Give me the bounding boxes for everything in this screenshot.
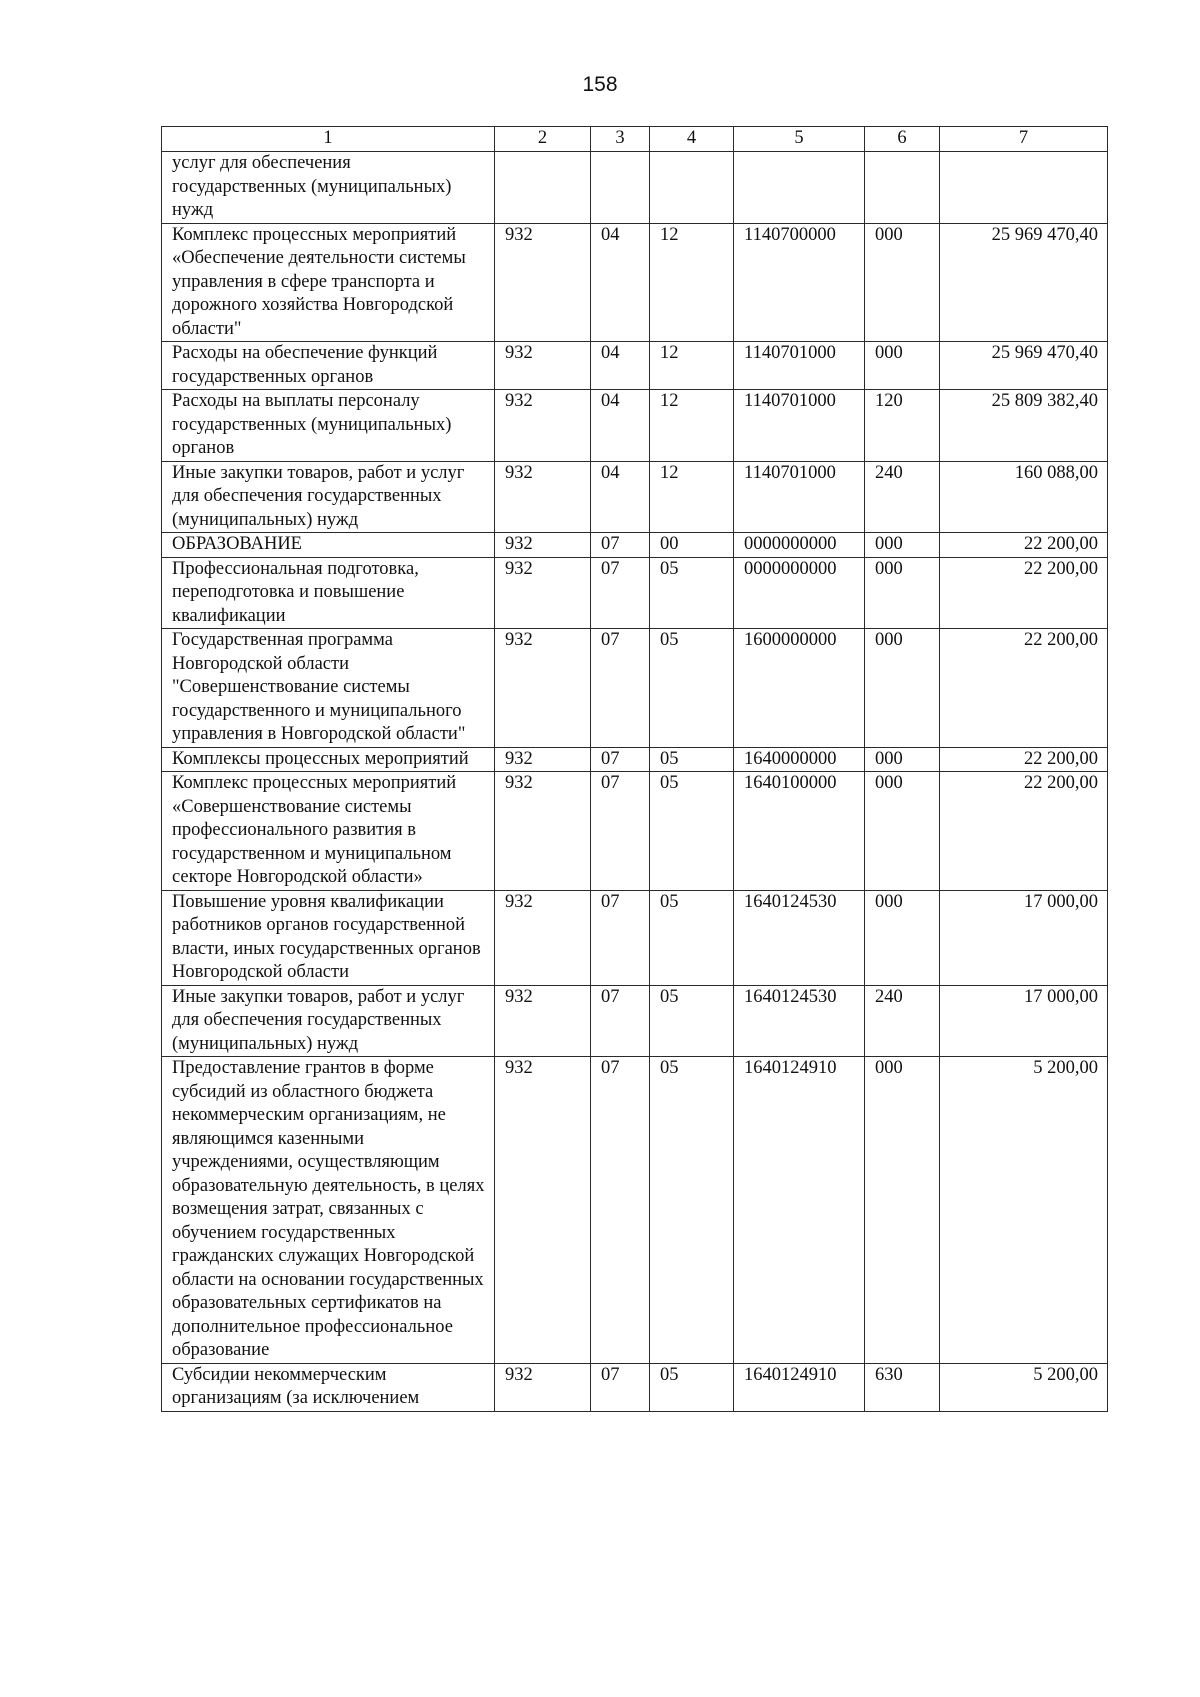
- cell-rz: 07: [591, 747, 650, 772]
- cell-name: Иные закупки товаров, работ и услуг для обеспечения государственных (муниципальных) нужд: [162, 461, 495, 533]
- cell-csr: 1640100000: [734, 772, 865, 891]
- cell-ved: 932: [495, 461, 591, 533]
- cell-csr: 0000000000: [734, 533, 865, 558]
- cell-name: Расходы на выплаты персоналу государственных (муниципальных) органов: [162, 390, 495, 462]
- cell-pr: 00: [650, 533, 734, 558]
- cell-vr: 120: [865, 390, 940, 462]
- cell-ved: 932: [495, 1363, 591, 1411]
- cell-ved: 932: [495, 533, 591, 558]
- cell-vr: [865, 152, 940, 224]
- cell-ved: 932: [495, 890, 591, 985]
- cell-rz: 07: [591, 629, 650, 748]
- cell-rz: [591, 152, 650, 224]
- header-col-7: 7: [940, 127, 1108, 152]
- table-row: [162, 390, 1108, 462]
- cell-sum: 25 969 470,40: [940, 342, 1108, 390]
- cell-csr: 0000000000: [734, 557, 865, 629]
- header-col-3: 3: [591, 127, 650, 152]
- cell-pr: [650, 152, 734, 224]
- cell-pr: 05: [650, 772, 734, 891]
- cell-vr: 000: [865, 533, 940, 558]
- table-row: [162, 1057, 1108, 1364]
- cell-vr: 000: [865, 557, 940, 629]
- header-row: [162, 127, 1108, 152]
- cell-rz: 04: [591, 390, 650, 462]
- cell-sum: 22 200,00: [940, 533, 1108, 558]
- cell-pr: 05: [650, 629, 734, 748]
- header-col-6: 6: [865, 127, 940, 152]
- cell-sum: 22 200,00: [940, 557, 1108, 629]
- cell-rz: 07: [591, 1363, 650, 1411]
- header-col-4: 4: [650, 127, 734, 152]
- table-row: [162, 533, 1108, 558]
- table-body: [162, 152, 1108, 1412]
- cell-pr: 12: [650, 223, 734, 342]
- cell-rz: 07: [591, 1057, 650, 1364]
- cell-name: Профессиональная подготовка, переподготовка и повышение квалификации: [162, 557, 495, 629]
- cell-ved: [495, 152, 591, 224]
- cell-pr: 05: [650, 747, 734, 772]
- cell-rz: 04: [591, 342, 650, 390]
- table-row: [162, 890, 1108, 985]
- cell-name: Государственная программа Новгородской области "Совершенствование системы государственного и муниципального управления в Новгородской области": [162, 629, 495, 748]
- cell-rz: 07: [591, 557, 650, 629]
- cell-ved: 932: [495, 629, 591, 748]
- cell-sum: 25 809 382,40: [940, 390, 1108, 462]
- cell-csr: 1640124910: [734, 1057, 865, 1364]
- cell-pr: 05: [650, 985, 734, 1057]
- cell-vr: 240: [865, 985, 940, 1057]
- cell-name: Расходы на обеспечение функций государственных органов: [162, 342, 495, 390]
- cell-sum: 17 000,00: [940, 985, 1108, 1057]
- cell-vr: 000: [865, 1057, 940, 1364]
- cell-pr: 12: [650, 342, 734, 390]
- table-row: [162, 772, 1108, 891]
- cell-csr: [734, 152, 865, 224]
- cell-sum: 5 200,00: [940, 1057, 1108, 1364]
- cell-pr: 05: [650, 1057, 734, 1364]
- cell-name: Субсидии некоммерческим организациям (за исключением: [162, 1363, 495, 1411]
- cell-vr: 000: [865, 890, 940, 985]
- cell-ved: 932: [495, 772, 591, 891]
- cell-csr: 1640124910: [734, 1363, 865, 1411]
- cell-ved: 932: [495, 342, 591, 390]
- table-header: [162, 127, 1108, 152]
- header-col-1: 1: [162, 127, 495, 152]
- budget-table: [161, 126, 1108, 1412]
- cell-ved: 932: [495, 985, 591, 1057]
- cell-sum: 25 969 470,40: [940, 223, 1108, 342]
- cell-rz: 07: [591, 533, 650, 558]
- cell-ved: 932: [495, 1057, 591, 1364]
- table-row: [162, 152, 1108, 224]
- cell-ved: 932: [495, 223, 591, 342]
- table-row: [162, 223, 1108, 342]
- table-row: [162, 747, 1108, 772]
- cell-pr: 05: [650, 890, 734, 985]
- cell-csr: 1140701000: [734, 342, 865, 390]
- cell-csr: 1640124530: [734, 985, 865, 1057]
- header-col-5: 5: [734, 127, 865, 152]
- page-number: 158: [582, 73, 618, 96]
- cell-vr: 000: [865, 629, 940, 748]
- cell-csr: 1140701000: [734, 461, 865, 533]
- cell-sum: 5 200,00: [940, 1363, 1108, 1411]
- cell-pr: 12: [650, 461, 734, 533]
- cell-csr: 1140700000: [734, 223, 865, 342]
- cell-ved: 932: [495, 557, 591, 629]
- cell-csr: 1640124530: [734, 890, 865, 985]
- cell-rz: 07: [591, 985, 650, 1057]
- cell-name: Комплекс процессных мероприятий «Совершенствование системы профессионального развития в государственном и муниципальном секторе Новгородской области»: [162, 772, 495, 891]
- cell-vr: 000: [865, 342, 940, 390]
- cell-pr: 05: [650, 1363, 734, 1411]
- table-row: [162, 557, 1108, 629]
- header-col-2: 2: [495, 127, 591, 152]
- cell-pr: 05: [650, 557, 734, 629]
- cell-sum: 22 200,00: [940, 772, 1108, 891]
- cell-name: Иные закупки товаров, работ и услуг для обеспечения государственных (муниципальных) нужд: [162, 985, 495, 1057]
- cell-name: Предоставление грантов в форме субсидий из областного бюджета некоммерческим организациям, не являющимся казенными учреждениями, осуществляющим образовательную деятельность, в целях возмещения затрат, связанных с обучением государственных гражданских служащих Новгородской области на основании государственных образовательных сертификатов на дополнительное профессиональное образование: [162, 1057, 495, 1364]
- cell-ved: 932: [495, 747, 591, 772]
- table-row: [162, 342, 1108, 390]
- cell-rz: 07: [591, 890, 650, 985]
- cell-name: ОБРАЗОВАНИЕ: [162, 533, 495, 558]
- cell-vr: 000: [865, 747, 940, 772]
- cell-name: Повышение уровня квалификации работников органов государственной власти, иных государственных органов Новгородской области: [162, 890, 495, 985]
- cell-rz: 04: [591, 223, 650, 342]
- cell-csr: 1140701000: [734, 390, 865, 462]
- cell-name: Комплексы процессных мероприятий: [162, 747, 495, 772]
- cell-sum: [940, 152, 1108, 224]
- cell-rz: 07: [591, 772, 650, 891]
- cell-vr: 000: [865, 772, 940, 891]
- cell-sum: 22 200,00: [940, 747, 1108, 772]
- table-row: [162, 985, 1108, 1057]
- cell-sum: 17 000,00: [940, 890, 1108, 985]
- cell-csr: 1640000000: [734, 747, 865, 772]
- cell-vr: 630: [865, 1363, 940, 1411]
- cell-vr: 240: [865, 461, 940, 533]
- cell-csr: 1600000000: [734, 629, 865, 748]
- table-row: [162, 461, 1108, 533]
- cell-ved: 932: [495, 390, 591, 462]
- cell-rz: 04: [591, 461, 650, 533]
- table-row: [162, 1363, 1108, 1411]
- cell-vr: 000: [865, 223, 940, 342]
- cell-sum: 22 200,00: [940, 629, 1108, 748]
- table-row: [162, 629, 1108, 748]
- cell-sum: 160 088,00: [940, 461, 1108, 533]
- cell-name: услуг для обеспечения государственных (муниципальных) нужд: [162, 152, 495, 224]
- cell-name: Комплекс процессных мероприятий «Обеспечение деятельности системы управления в сфере транспорта и дорожного хозяйства Новгородской области": [162, 223, 495, 342]
- cell-pr: 12: [650, 390, 734, 462]
